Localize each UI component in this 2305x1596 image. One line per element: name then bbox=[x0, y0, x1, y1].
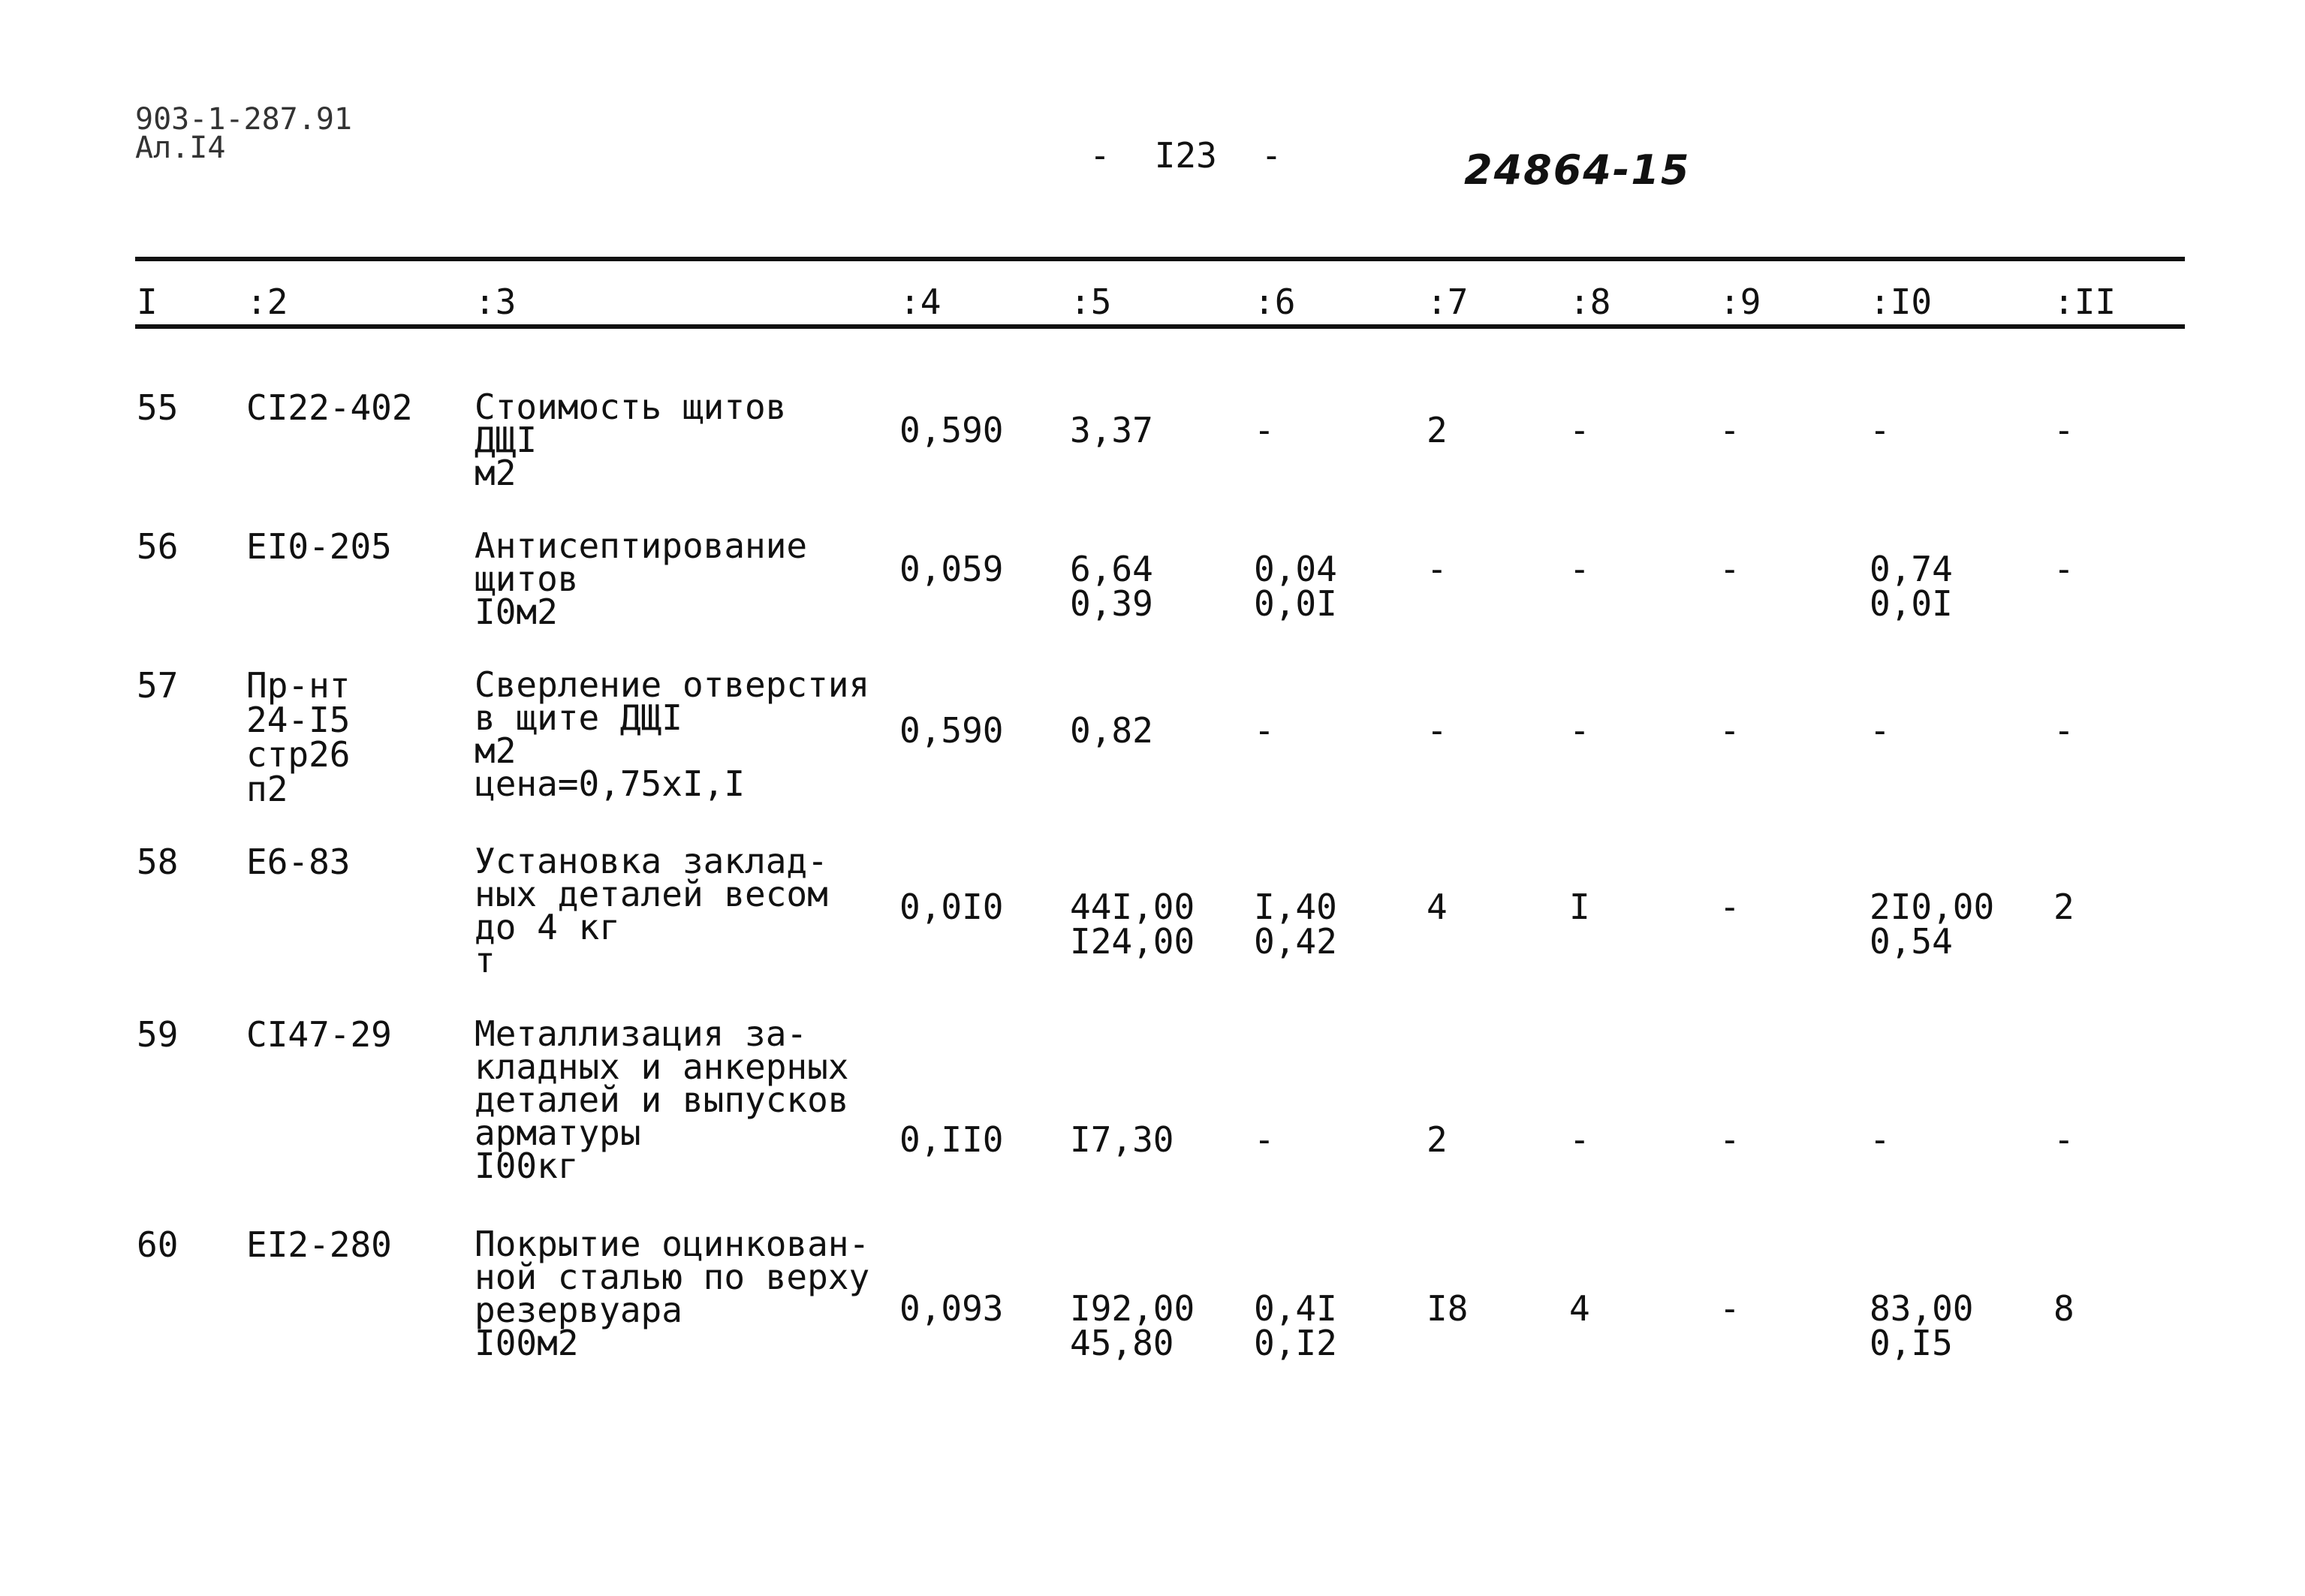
unit-cost-line: I7,30 bbox=[1070, 1119, 1174, 1160]
work-description-line: арматуры bbox=[475, 1113, 641, 1153]
quantity: 0,590 bbox=[899, 410, 1004, 450]
col9-value: - bbox=[1719, 1119, 1740, 1160]
unit-cost-line: I92,00 bbox=[1070, 1288, 1195, 1329]
quantity: 0,059 bbox=[899, 549, 1004, 589]
rate-code-line: Пр-нт bbox=[246, 665, 351, 706]
column-header-3: :3 bbox=[475, 282, 517, 322]
work-description-line: ных деталей весом bbox=[475, 874, 828, 914]
col11-value: 8 bbox=[2053, 1288, 2074, 1329]
col7-value: 4 bbox=[1427, 887, 1448, 927]
quantity: 0,II0 bbox=[899, 1119, 1004, 1160]
column-header-2: :2 bbox=[246, 282, 288, 322]
machine-cost bbox=[1254, 549, 1337, 624]
unit-cost-line: 6,64 bbox=[1070, 549, 1153, 589]
col10-value-line: 2I0,00 bbox=[1870, 887, 1995, 927]
unit-cost-line: 3,37 bbox=[1070, 410, 1153, 450]
rate-code-line: CI47-29 bbox=[246, 1014, 392, 1055]
col10-value-line: 0,I5 bbox=[1870, 1323, 1953, 1363]
col8-value: - bbox=[1569, 1119, 1590, 1160]
col7-value: - bbox=[1427, 549, 1448, 589]
machine-cost bbox=[1254, 887, 1337, 962]
rate-code-line: E6-83 bbox=[246, 842, 351, 882]
unit-cost bbox=[1070, 549, 1153, 624]
unit-cost-line: 45,80 bbox=[1070, 1323, 1174, 1363]
quantity: 0,093 bbox=[899, 1288, 1004, 1329]
work-description-line: резервуара bbox=[475, 1290, 682, 1330]
page-dash-left: - bbox=[1089, 135, 1110, 176]
col10-value-line: 0,54 bbox=[1870, 921, 1953, 962]
machine-cost-line: - bbox=[1254, 1119, 1275, 1160]
col8-value: I bbox=[1569, 887, 1590, 927]
machine-cost-line: 0,04 bbox=[1254, 549, 1337, 589]
rate-code-line: 24-I5 bbox=[246, 700, 351, 740]
work-description-line: Установка заклад- bbox=[475, 841, 828, 881]
work-description-line: цена=0,75xI,I bbox=[475, 763, 746, 804]
work-description-line: до 4 кг bbox=[475, 907, 620, 947]
row-number: 55 bbox=[137, 387, 179, 428]
row-number: 60 bbox=[137, 1224, 179, 1265]
col9-value: - bbox=[1719, 549, 1740, 589]
row-number: 57 bbox=[137, 665, 179, 706]
column-header-7: :7 bbox=[1427, 282, 1469, 322]
work-description-line: м2 bbox=[475, 730, 517, 771]
machine-cost bbox=[1254, 1288, 1337, 1363]
col9-value: - bbox=[1719, 887, 1740, 927]
column-header-8: :8 bbox=[1569, 282, 1611, 322]
col10-value bbox=[1870, 887, 1995, 962]
work-description-line: т bbox=[475, 940, 496, 980]
column-header-10: :I0 bbox=[1870, 282, 1933, 322]
col7-value: 2 bbox=[1427, 1119, 1448, 1160]
work-description-line: I00м2 bbox=[475, 1323, 579, 1363]
rate-code bbox=[246, 665, 351, 809]
quantity: 0,0I0 bbox=[899, 887, 1004, 927]
unit-cost-line: 0,39 bbox=[1070, 583, 1153, 624]
machine-cost bbox=[1254, 710, 1275, 751]
unit-cost bbox=[1070, 710, 1153, 751]
row-number: 58 bbox=[137, 842, 179, 882]
rate-code-line: CI22-402 bbox=[246, 387, 413, 428]
column-header-9: :9 bbox=[1719, 282, 1761, 322]
row-number: 59 bbox=[137, 1014, 179, 1055]
page-dash-right: - bbox=[1261, 135, 1282, 176]
col8-value: - bbox=[1569, 549, 1590, 589]
unit-cost-line: I24,00 bbox=[1070, 921, 1195, 962]
work-description-line: в щите ДЩI bbox=[475, 697, 682, 738]
col8-value: - bbox=[1569, 710, 1590, 751]
col7-value: 2 bbox=[1427, 410, 1448, 450]
work-description bbox=[475, 841, 828, 980]
rate-code-line: EI0-205 bbox=[246, 526, 392, 567]
work-description bbox=[475, 387, 787, 493]
rate-code bbox=[246, 1014, 392, 1055]
rate-code bbox=[246, 842, 351, 882]
rate-code-line: EI2-280 bbox=[246, 1224, 392, 1265]
col10-value-line: 0,0I bbox=[1870, 583, 1953, 624]
col11-value: - bbox=[2053, 410, 2074, 450]
quantity: 0,590 bbox=[899, 710, 1004, 751]
machine-cost-line: - bbox=[1254, 410, 1275, 450]
unit-cost bbox=[1070, 887, 1195, 962]
table-header-rule bbox=[135, 324, 2185, 329]
col7-value: - bbox=[1427, 710, 1448, 751]
col10-value-line: 0,74 bbox=[1870, 549, 1953, 589]
col11-value: - bbox=[2053, 549, 2074, 589]
machine-cost-line: 0,I2 bbox=[1254, 1323, 1337, 1363]
col10-value bbox=[1870, 549, 1953, 624]
col10-value-line: - bbox=[1870, 1119, 1891, 1160]
work-description-line: деталей и выпусков bbox=[475, 1080, 849, 1120]
work-description-line: ной сталью по верху bbox=[475, 1257, 870, 1297]
page-number: I23 bbox=[1154, 135, 1217, 176]
machine-cost bbox=[1254, 410, 1275, 450]
col10-value bbox=[1870, 1288, 1974, 1363]
machine-cost-line: 0,42 bbox=[1254, 921, 1337, 962]
col10-value bbox=[1870, 1119, 1891, 1160]
unit-cost-line: 44I,00 bbox=[1070, 887, 1195, 927]
column-header-5: :5 bbox=[1070, 282, 1112, 322]
rate-code bbox=[246, 526, 392, 567]
col11-value: - bbox=[2053, 1119, 2074, 1160]
work-description bbox=[475, 1013, 849, 1186]
machine-cost-line: - bbox=[1254, 710, 1275, 751]
col9-value: - bbox=[1719, 1288, 1740, 1329]
work-description-line: I0м2 bbox=[475, 592, 558, 632]
document-code bbox=[135, 102, 352, 165]
rate-code-line: стр26 bbox=[246, 734, 351, 775]
unit-cost bbox=[1070, 1119, 1174, 1160]
rate-code-line: п2 bbox=[246, 769, 288, 809]
col10-value-line: - bbox=[1870, 410, 1891, 450]
col7-value: I8 bbox=[1427, 1288, 1469, 1329]
machine-cost bbox=[1254, 1119, 1275, 1160]
rate-code bbox=[246, 387, 413, 428]
col11-value: - bbox=[2053, 710, 2074, 751]
col10-value bbox=[1870, 710, 1891, 751]
col10-value bbox=[1870, 410, 1891, 450]
unit-cost-line: 0,82 bbox=[1070, 710, 1153, 751]
unit-cost bbox=[1070, 1288, 1195, 1363]
page-number-block bbox=[1066, 135, 1306, 176]
document-code-line1: 903-1-287.91 bbox=[135, 102, 352, 137]
col9-value: - bbox=[1719, 410, 1740, 450]
work-description-line: Антисептирование bbox=[475, 525, 808, 566]
work-description-line: Сверление отверстия bbox=[475, 664, 870, 705]
col10-value-line: - bbox=[1870, 710, 1891, 751]
work-description-line: ДЩI bbox=[475, 420, 538, 460]
work-description-line: м2 bbox=[475, 453, 517, 493]
work-description bbox=[475, 664, 870, 804]
machine-cost-line: 0,0I bbox=[1254, 583, 1337, 624]
table-top-rule bbox=[135, 257, 2185, 261]
machine-cost-line: 0,4I bbox=[1254, 1288, 1337, 1329]
work-description-line: I00кг bbox=[475, 1146, 579, 1186]
row-number: 56 bbox=[137, 526, 179, 567]
col11-value: 2 bbox=[2053, 887, 2074, 927]
col9-value: - bbox=[1719, 710, 1740, 751]
work-description bbox=[475, 525, 808, 632]
rate-code bbox=[246, 1224, 392, 1265]
column-header-6: :6 bbox=[1254, 282, 1296, 322]
col8-value: - bbox=[1569, 410, 1590, 450]
work-description bbox=[475, 1224, 870, 1363]
column-header-1: I bbox=[137, 282, 158, 322]
column-header-4: :4 bbox=[899, 282, 942, 322]
col10-value-line: 83,00 bbox=[1870, 1288, 1974, 1329]
unit-cost bbox=[1070, 410, 1153, 450]
inventory-number-stamp: 24864-15 bbox=[1464, 146, 1691, 194]
work-description-line: Металлизация за- bbox=[475, 1013, 808, 1054]
work-description-line: Покрытие оцинкован- bbox=[475, 1224, 870, 1264]
column-header-11: :II bbox=[2053, 282, 2117, 322]
work-description-line: Стоимость щитов bbox=[475, 387, 787, 427]
work-description-line: кладных и анкерных bbox=[475, 1046, 849, 1087]
work-description-line: щитов bbox=[475, 559, 579, 599]
machine-cost-line: I,40 bbox=[1254, 887, 1337, 927]
document-code-line2: Ал.I4 bbox=[135, 131, 226, 165]
col8-value: 4 bbox=[1569, 1288, 1590, 1329]
